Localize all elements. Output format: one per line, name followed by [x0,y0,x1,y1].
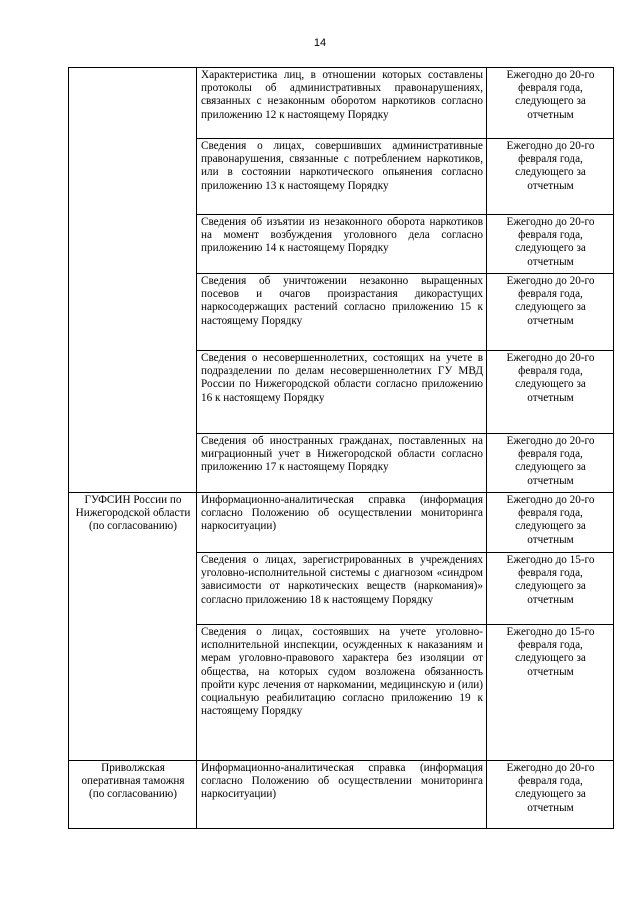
deadline-cell: Ежегодно до 20-го февраля года, следующего за отчетным [487,493,614,553]
organization-cell [69,625,197,761]
description-cell: Информационно-аналитическая справка (информация согласно Положению об осуществлении мониторинга наркоситуации) [197,761,487,829]
description-cell: Сведения о лицах, зарегистрированных в учреждениях уголовно-исполнительной системы с диагнозом «синдром зависимости от наркотических веществ (наркомания)» согласно приложению 18 к настоящему Порядку [197,553,487,625]
organization-cell [69,553,197,625]
deadline-cell: Ежегодно до 20-го февраля года, следующего за отчетным [487,215,614,274]
deadline-cell: Ежегодно до 20-го февраля года, следующего за отчетным [487,274,614,351]
page-number: 14 [313,37,327,49]
description-cell: Информационно-аналитическая справка (информация согласно Положению об осуществлении мониторинга наркоситуации) [197,493,487,553]
deadline-cell: Ежегодно до 20-го февраля года, следующего за отчетным [487,139,614,215]
description-cell: Сведения об изъятии из незаконного оборота наркотиков на момент возбуждения уголовного дела согласно приложению 14 к настоящему Порядку [197,215,487,274]
reporting-table [68,67,614,829]
organization-cell: Приволжская оперативная таможня (по согласованию) [69,761,197,829]
deadline-cell: Ежегодно до 15-го февраля года, следующего за отчетным [487,625,614,761]
deadline-cell: Ежегодно до 20-го февраля года, следующего за отчетным [487,434,614,493]
description-cell: Характеристика лиц, в отношении которых составлены протоколы об административных правонарушениях, связанных с незаконным оборотом наркотиков согласно приложению 12 к настоящему Порядку [197,68,487,139]
table-row [69,553,614,625]
description-cell: Сведения об иностранных гражданах, поставленных на миграционный учет в Нижегородской области согласно приложению 17 к настоящему Порядку [197,434,487,493]
deadline-cell: Ежегодно до 15-го февраля года, следующего за отчетным [487,553,614,625]
description-cell: Сведения о лицах, совершивших административные правонарушения, связанные с потреблением наркотиков, или в состоянии наркотического опьянения согласно приложению 13 к настоящему Порядку [197,139,487,215]
table-row [69,68,614,139]
deadline-cell: Ежегодно до 20-го февраля года, следующего за отчетным [487,68,614,139]
deadline-cell: Ежегодно до 20-го февраля года, следующего за отчетным [487,761,614,829]
description-cell: Сведения об уничтожении незаконно выращенных посевов и очагов произрастания дикорастущих наркосодержащих растений согласно приложению 15 к настоящему Порядку [197,274,487,351]
description-cell: Сведения о несовершеннолетних, состоящих на учете в подразделении по делам несовершеннолетних ГУ МВД России по Нижегородской области согласно приложению 16 к настоящему Порядку [197,351,487,434]
table-row [69,761,614,829]
organization-cell [69,68,197,493]
deadline-cell: Ежегодно до 20-го февраля года, следующего за отчетным [487,351,614,434]
organization-cell: ГУФСИН России по Нижегородской области (по согласованию) [69,493,197,553]
table-row [69,493,614,553]
table-row [69,625,614,761]
description-cell: Сведения о лицах, состоявших на учете уголовно-исполнительной инспекции, осужденных к наказаниям и мерам уголовно-правового характера без изоляции от общества, на которых судом возложена обязанность пройти курс лечения от наркомании, медицинскую и (или) социальную реабилитацию согласно приложению 19 к настоящему Порядку [197,625,487,761]
